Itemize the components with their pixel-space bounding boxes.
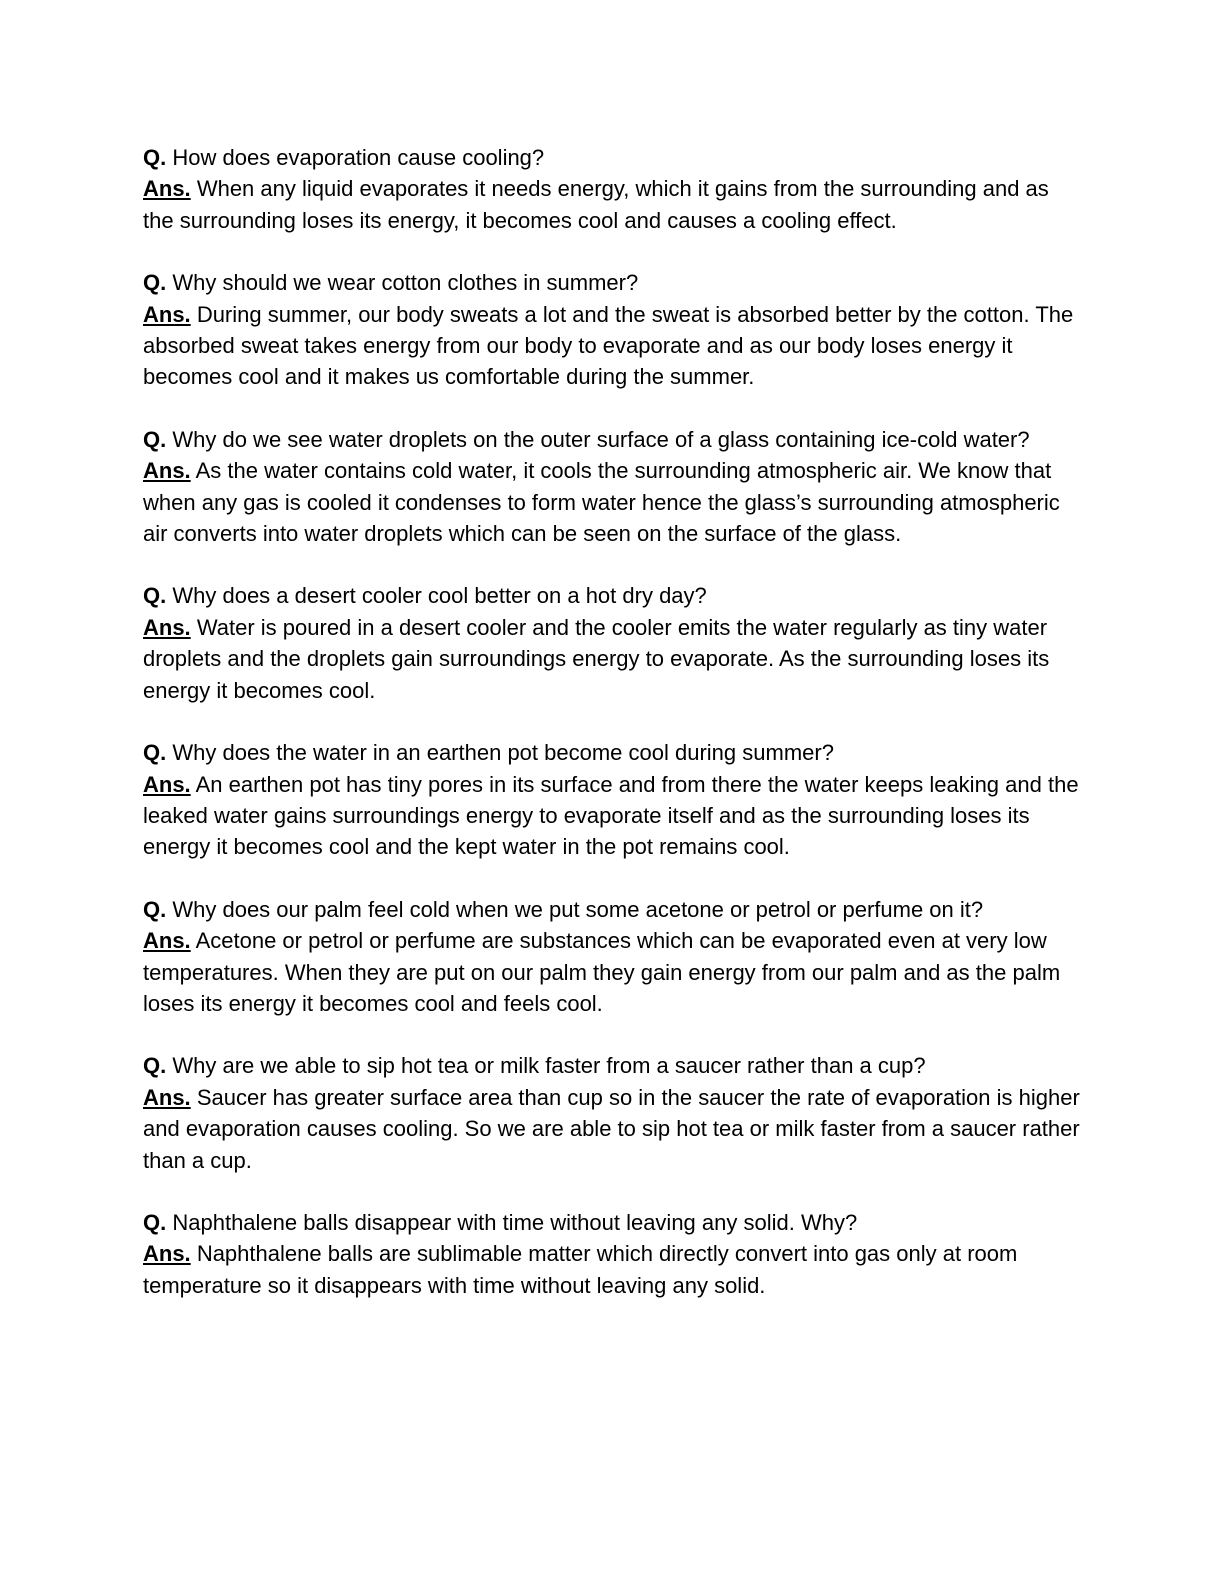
question-line <box>143 580 1083 611</box>
answer-text: During summer, our body sweats a lot and the sweat is absorbed better by the cotton. The absorbed sweat takes energy from our body to evaporate and as our body loses energy it becomes cool and it makes us comfortable during the summer. <box>143 301 1074 390</box>
answer-line <box>143 1082 1083 1176</box>
question-line <box>143 1207 1083 1238</box>
question-text: Why do we see water droplets on the outer surface of a glass containing ice-cold water? <box>172 426 1030 452</box>
question-text: How does evaporation cause cooling? <box>172 145 545 170</box>
question-label: Q. <box>143 896 167 922</box>
answer-label: Ans. <box>143 458 191 484</box>
answer-text: As the water contains cold water, it cools the surrounding atmospheric air. We know that when any gas is cooled it condenses to form water hence the glass’s surrounding atmospheric air converts into water droplets which can be seen on the surface of the glass. <box>143 458 1060 547</box>
answer-text: Water is poured in a desert cooler and the cooler emits the water regularly as tiny water droplets and the droplets gain surroundings energy to evaporate. As the surrounding loses its energy it becomes cool. <box>143 614 1050 703</box>
qa-item <box>143 894 1083 1020</box>
answer-line <box>143 769 1083 863</box>
answer-label: Ans. <box>143 301 191 327</box>
answer-text: Saucer has greater surface area than cup so in the saucer the rate of evaporation is higher and evaporation causes cooling. So we are able to sip hot tea or milk faster from a saucer rather than a cup. <box>143 1084 1080 1173</box>
question-text: Why does the water in an earthen pot become cool during summer? <box>172 740 834 766</box>
answer-label: Ans. <box>143 1084 191 1110</box>
question-text: Naphthalene balls disappear with time without leaving any solid. Why? <box>172 1209 858 1235</box>
answer-label: Ans. <box>143 614 191 640</box>
qa-item <box>143 267 1083 393</box>
question-text: Why does a desert cooler cool better on a hot dry day? <box>172 583 707 609</box>
answer-text: Acetone or petrol or perfume are substances which can be evaporated even at very low temperatures. When they are put on our palm they gain energy from our palm and as the palm loses its energy it becomes cool and feels cool. <box>143 928 1061 1016</box>
question-line <box>143 894 1083 925</box>
qa-item <box>143 580 1083 706</box>
answer-label: Ans. <box>143 928 191 954</box>
answer-line <box>143 1238 1083 1301</box>
question-label: Q. <box>143 583 167 609</box>
answer-text: Naphthalene balls are sublimable matter which directly convert into gas only at room temperature so it disappears with time without leaving any solid. <box>143 1241 1018 1298</box>
question-line <box>143 737 1083 768</box>
question-line <box>143 1050 1083 1081</box>
question-label: Q. <box>143 1209 167 1235</box>
answer-line <box>143 299 1083 393</box>
qa-item <box>143 142 1083 236</box>
answer-line <box>143 455 1083 549</box>
question-label: Q. <box>143 1053 167 1079</box>
question-text: Why are we able to sip hot tea or milk faster from a saucer rather than a cup? <box>172 1053 926 1079</box>
answer-label: Ans. <box>143 771 191 797</box>
question-line <box>143 267 1083 298</box>
question-label: Q. <box>143 145 167 170</box>
answer-line <box>143 925 1083 1019</box>
question-line <box>143 142 1083 173</box>
document-page <box>143 142 1083 1332</box>
question-label: Q. <box>143 270 167 296</box>
answer-text: When any liquid evaporates it needs energy, which it gains from the surrounding and as the surrounding loses its energy, it becomes cool and causes a cooling effect. <box>143 176 1049 233</box>
qa-item <box>143 737 1083 863</box>
answer-text: An earthen pot has tiny pores in its surface and from there the water keeps leaking and the leaked water gains surroundings energy to evaporate itself and as the surrounding loses its energy it becomes cool and the kept water in the pot remains cool. <box>143 771 1079 860</box>
question-line <box>143 424 1083 455</box>
qa-item <box>143 1207 1083 1301</box>
question-label: Q. <box>143 740 167 766</box>
question-label: Q. <box>143 426 167 452</box>
answer-label: Ans. <box>143 1241 191 1267</box>
answer-label: Ans. <box>143 176 191 202</box>
qa-item <box>143 1050 1083 1176</box>
answer-line <box>143 173 1083 236</box>
question-text: Why should we wear cotton clothes in summer? <box>172 270 639 296</box>
question-text: Why does our palm feel cold when we put some acetone or petrol or perfume on it? <box>172 896 984 922</box>
answer-line <box>143 612 1083 706</box>
qa-item <box>143 424 1083 550</box>
